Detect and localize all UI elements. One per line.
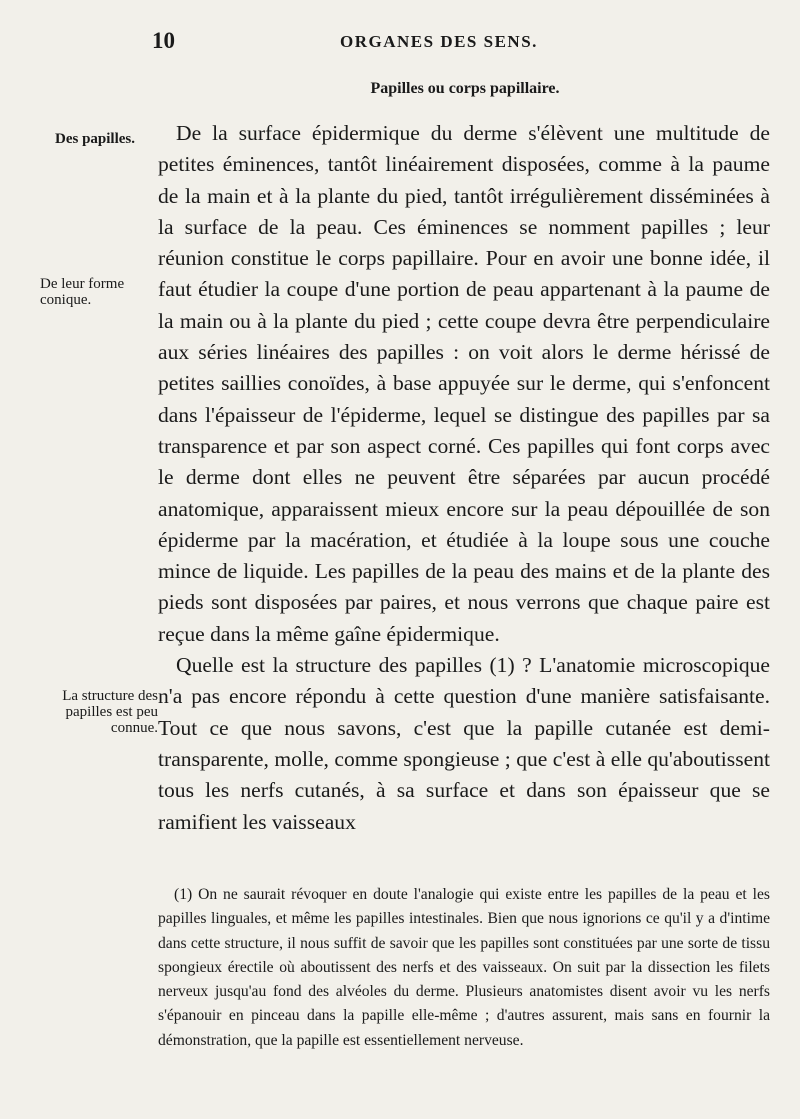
margin-note-forme-conique: De leur forme conique. — [40, 276, 125, 308]
paragraph: Quelle est la structure des papilles (1) ? L'anatomie microscopique n'a pas encore répondu à cette question d'une manière satisfaisante. Tout ce que nous savons, c'est que la papille cutanée est demi-transparente, molle, comme spongieuse ; que c'est à elle qu'aboutissent tous les nerfs cutanés, à sa surface et dans son épaisseur que se ramifient les vaisseaux — [158, 653, 770, 834]
paragraph: De la surface épidermique du derme s'élèvent une multitude de petites éminences, tantôt linéairement disposées, comme à la paume de la main et à la plante du pied, tantôt irrégulièrement disséminées à la surface de la peau. Ces éminences se nomment papilles ; leur réunion constitue le corps papillaire. Pour en avoir une bonne idée, il faut étudier la coupe d'une portion de peau appartenant à la paume de la main ou à la plante du pied ; cette coupe devra être perpendiculaire aux séries linéaires des papilles : on voit alors le derme hérissé de petites saillies conoïdes, à base appuyée sur le derme, qui s'enfoncent dans l'épaisseur de l'épiderme, lequel se distingue des papilles par sa transparence et par son aspect corné. Ces papilles qui font corps avec le derme dont elles ne peuvent être séparées par aucun procédé anatomique, apparaissent mieux encore sur la peau dépouillée de son épiderme par la macération, et étudiée à la loupe sous une couche mince de liquide. Les papilles de la peau des mains et de la plante des pieds sont disposées par paires, et nous verrons que chaque paire est reçue dans la même gaîne épidermique. — [158, 121, 770, 646]
page-number: 10 — [152, 28, 175, 53]
footnote — [158, 883, 770, 1053]
running-head: ORGANES DES SENS. — [340, 32, 538, 51]
main-text — [158, 118, 770, 838]
section-title: Papilles ou corps papillaire. — [370, 80, 560, 97]
footnote-text: (1) On ne saurait révoquer en doute l'analogie qui existe entre les papilles de la peau et les papilles linguales, et même les papilles intestinales. Bien que nous ignorions ce qu'il y a d'intime dans cette structure, il nous suffit de savoir que les papilles sont constituées par une sorte de tissu spongieux érectile où aboutissent des nerfs et des vaisseaux. On suit par la dissection les filets nerveux jusqu'au fond des alvéoles du derme. Plusieurs anatomistes disent avoir vu les nerfs s'épanouir en pinceau dans la papille elle-même ; d'autres assurent, mais sans en fournir la démonstration, que la papille est essentiellement nerveuse. — [158, 886, 770, 1049]
margin-note-papilles: Des papilles. — [55, 131, 136, 147]
margin-note-structure: La structure des papilles est peu connue. — [62, 688, 158, 736]
